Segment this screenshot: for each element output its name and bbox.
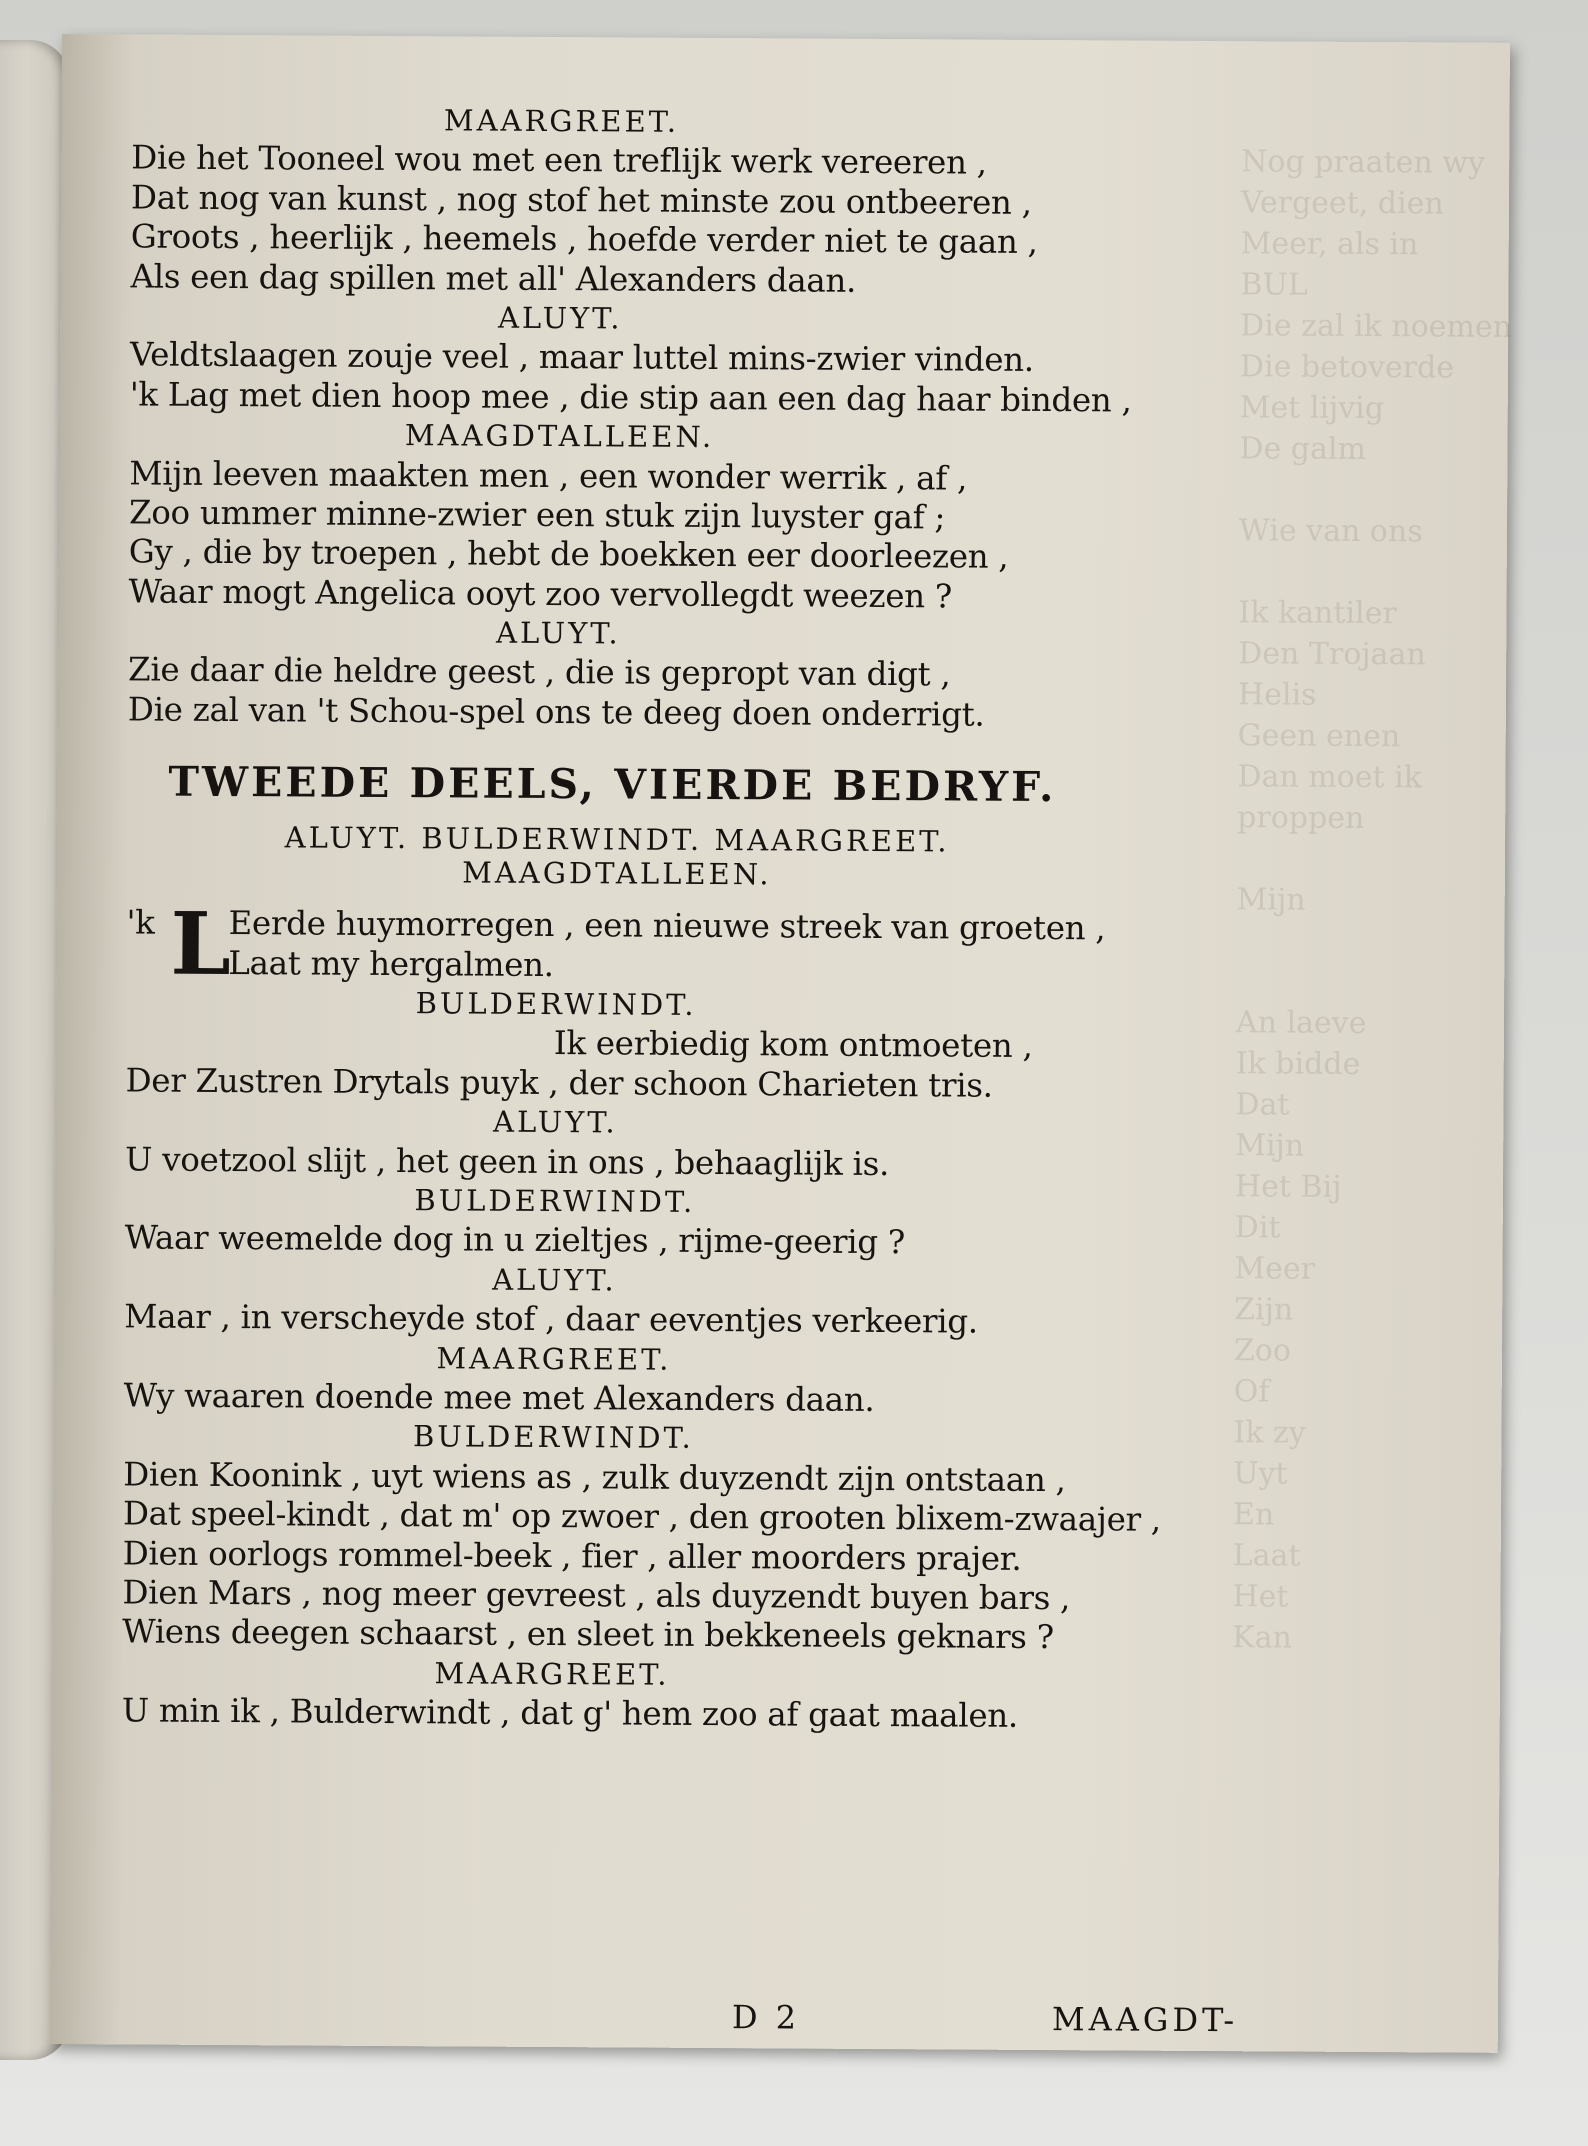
speaker-name: BULDERWINDT. [415,986,697,1022]
verse-line: Mijn leeven maakten men , een wonder werrik , af , [129,453,968,498]
speaker-name: MAARGREET. [443,103,680,139]
act-heading: TWEEDE DEELS, VIERDE BEDRYF. [168,757,1057,812]
dialogue-block-1 [128,99,1222,736]
verse-line: Dat speel-kindt , dat m' op zwoer , den grooten blixem-zwaajer , [122,1494,1162,1539]
speaker-name: ALUYT. [495,615,621,651]
verse-line: Wy waaren doende mee met Alexanders daan. [123,1376,875,1419]
cast-line: ALUYT. BULDERWINDT. MAARGREET. [284,820,950,859]
speaker-name: MAARGREET. [434,1655,670,1692]
dialogue-block-2 [122,982,1217,1737]
dropcap-letter: L [170,893,231,996]
cast-list [127,820,1217,895]
speaker-name: MAAGDTALLEEN. [404,418,715,455]
verse-line: Waar mogt Angelica ooyt zoo vervollegdt weezen ? [128,572,953,616]
speaker-name: BULDERWINDT. [412,1419,694,1456]
opening-lines [126,893,1216,996]
verse-line: Als een dag spillen met all' Alexanders daan. [130,256,857,300]
text-block [122,99,1222,1737]
verse-line: Dien oorlogs rommel-beek , fier , aller moorders prajer. [122,1533,1022,1578]
book-page [50,34,1513,2053]
verse-line: Veldtslaagen zouje veel , maar luttel mins-zwier vinden. [129,335,1035,380]
verse-line: Dien Koonink , uyt wiens as , zulk duyzendt zijn ontstaan , [123,1455,1066,1499]
verse-line: U voetzool slijt , het geen in ons , behaaglijk is. [125,1140,890,1183]
dropcap-prefix: 'k [126,903,155,942]
page-footer [120,1994,1280,2045]
speaker-name: MAARGREET. [436,1340,672,1377]
bleed-through-text: Nog praaten wy Vergeet, dien Meer, als in BUL Die zal ik noemen Die betoverde Met lijvig De galm Wie van ons Ik kantiler Den Trojaan Helis Geen enen Dan moet ik proppen Mijn An laeve Ik bidde Dat Mijn Het Bij Dit Meer Zijn Zoo Of Ik zy Uyt En Laat Het Kan [1232,144,1513,1656]
verse-line: Gy , die by troepen , hebt de boekken eer doorleezen , [128,532,1009,577]
verse-line: Groots , heerlijk , heemels , hoefde verder niet te gaan , [130,217,1038,262]
speaker-name: ALUYT. [492,1262,617,1298]
verse-line: Zoo ummer minne-zwier een stuk zijn luyster gaf ; [128,493,946,537]
verse-line: 'k Lag met dien hoop mee , die stip aan een dag haar binden , [129,375,1132,420]
verse-line: Die het Tooneel wou met een treflijk werk vereeren , [131,138,987,183]
signature-mark: D 2 [731,1998,801,2037]
verse-line: Wiens deegen schaarst , en sleet in bekkeneels geknars ? [122,1612,1054,1657]
verse-line: Ik eerbiedig kom ontmoeten , [553,1024,1033,1066]
verse-line: Der Zustren Drytals puyk , der schoon Charieten tris. [125,1061,993,1105]
verse-line: Eerde huymorregen , een nieuwe streek van groeten , [228,904,1106,948]
speaker-name: ALUYT. [497,300,623,336]
speaker-name: BULDERWINDT. [414,1183,696,1219]
verse-line: U min ik , Bulderwindt , dat g' hem zoo af gaat maalen. [121,1691,1019,1735]
cast-line: MAAGDTALLEEN. [462,855,772,892]
catchword: MAAGDT- [1051,2000,1239,2040]
verse-line: Dien Mars , nog meer gevreest , als duyzendt buyen bars , [122,1573,1071,1618]
verse-line: Dat nog van kunst , nog stof het minste zou ontbeeren , [130,178,1032,222]
speaker-name: ALUYT. [493,1104,618,1140]
verse-line: Die zal van 't Schou-spel ons te deeg doen onderrigt. [127,690,985,734]
verse-line: Maar , in verscheyde stof , daar eeventjes verkeerig. [124,1297,978,1341]
verse-line: Zie daar die heldre geest , die is gepropt van digt , [128,650,951,694]
verse-line: Waar weemelde dog in u zieltjes , rijme-geerig ? [124,1218,906,1262]
verse-line: Laat my hergalmen. [228,943,554,984]
